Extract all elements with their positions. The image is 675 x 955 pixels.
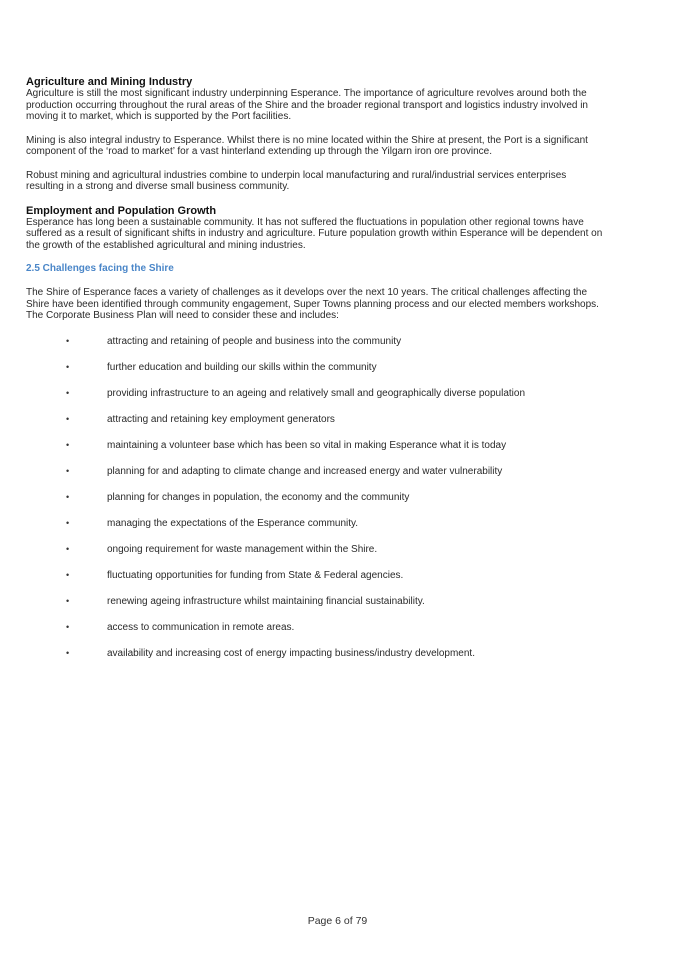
bullet-icon: • (66, 335, 70, 346)
list-item (26, 570, 547, 582)
list-item (26, 596, 547, 608)
bullet-icon: • (66, 595, 70, 606)
list-item-text: providing infrastructure to an ageing and relatively small and geographically diverse population (107, 387, 526, 399)
list-item-text: fluctuating opportunities for funding from State & Federal agencies. (107, 569, 404, 581)
page-number: Page 6 of 79 (307, 915, 368, 927)
list-item-text: renewing ageing infrastructure whilst maintaining financial sustainability. (107, 595, 425, 607)
list-item-text: availability and increasing cost of energy impacting business/industry development. (107, 647, 475, 659)
section-title-challenges: 2.5 Challenges facing the Shire (26, 263, 174, 274)
bullet-icon: • (66, 413, 70, 424)
list-item (26, 336, 547, 348)
list-item (26, 544, 547, 556)
paragraph-challenges-intro: The Shire of Esperance faces a variety of challenges as it develops over the next 10 years. The critical challenges affecting the Shire have been identified through community engagement, Super Towns planning process and our elected members workshops. The Corporate Business Plan will need to consider these and includes: (26, 287, 599, 321)
bullet-icon: • (66, 439, 70, 450)
list-item (26, 414, 547, 426)
list-item-text: attracting and retaining of people and business into the community (107, 335, 402, 347)
paragraph-robust-industries: Robust mining and agricultural industries combine to underpin local manufacturing and rural/industrial services enterprises resulting in a strong and diverse small business community. (26, 169, 567, 192)
list-item (26, 518, 547, 530)
paragraph-mining: Mining is also integral industry to Esperance. Whilst there is no mine located within the Shire at present, the Port is a significant component of the ‘road to market’ for a vast hinterland extending up through the Yilgarn iron ore province. (26, 134, 588, 157)
bullet-icon: • (66, 621, 70, 632)
list-item-text: further education and building our skills within the community (107, 361, 377, 373)
list-item-text: ongoing requirement for waste management within the Shire. (107, 543, 378, 555)
list-item (26, 648, 547, 660)
list-item-text: managing the expectations of the Esperance community. (107, 517, 359, 529)
paragraph-employment: Esperance has long been a sustainable community. It has not suffered the fluctuations in population other regional towns have suffered as a result of significant shifts in industry and agriculture. Future population growth within Esperance will be dependent on the growth of the established agricultural and mining industries. (26, 216, 603, 251)
bullet-icon: • (66, 543, 70, 554)
section-heading-employment-population: Employment and Population Growth (26, 204, 217, 217)
list-item (26, 362, 547, 374)
list-item (26, 440, 547, 452)
bullet-icon: • (66, 569, 70, 580)
list-item (26, 466, 547, 478)
page-content (26, 76, 606, 674)
bullet-icon: • (66, 361, 70, 372)
bullet-icon: • (66, 647, 70, 658)
bullet-icon: • (66, 387, 70, 398)
list-item-text: planning for and adapting to climate change and increased energy and water vulnerability (107, 465, 503, 477)
challenges-list (26, 336, 606, 660)
list-item-text: maintaining a volunteer base which has been so vital in making Esperance what it is today (107, 439, 507, 451)
paragraph-agriculture: Agriculture is still the most significant industry underpinning Esperance. The importance of agriculture revolves around both the production occurring throughout the rural areas of the Shire and the broader regional transport and logistics industry involved in moving it to market, which is supported by the Port facilities. (26, 88, 588, 122)
section-heading-agriculture-mining: Agriculture and Mining Industry (26, 76, 193, 88)
bullet-icon: • (66, 517, 70, 528)
list-item-text: planning for changes in population, the economy and the community (107, 491, 410, 503)
list-item (26, 622, 547, 634)
list-item-text: attracting and retaining key employment generators (107, 413, 335, 425)
list-item (26, 388, 547, 400)
bullet-icon: • (66, 465, 70, 476)
list-item-text: access to communication in remote areas. (107, 621, 295, 633)
bullet-icon: • (66, 491, 70, 502)
list-item (26, 492, 547, 504)
